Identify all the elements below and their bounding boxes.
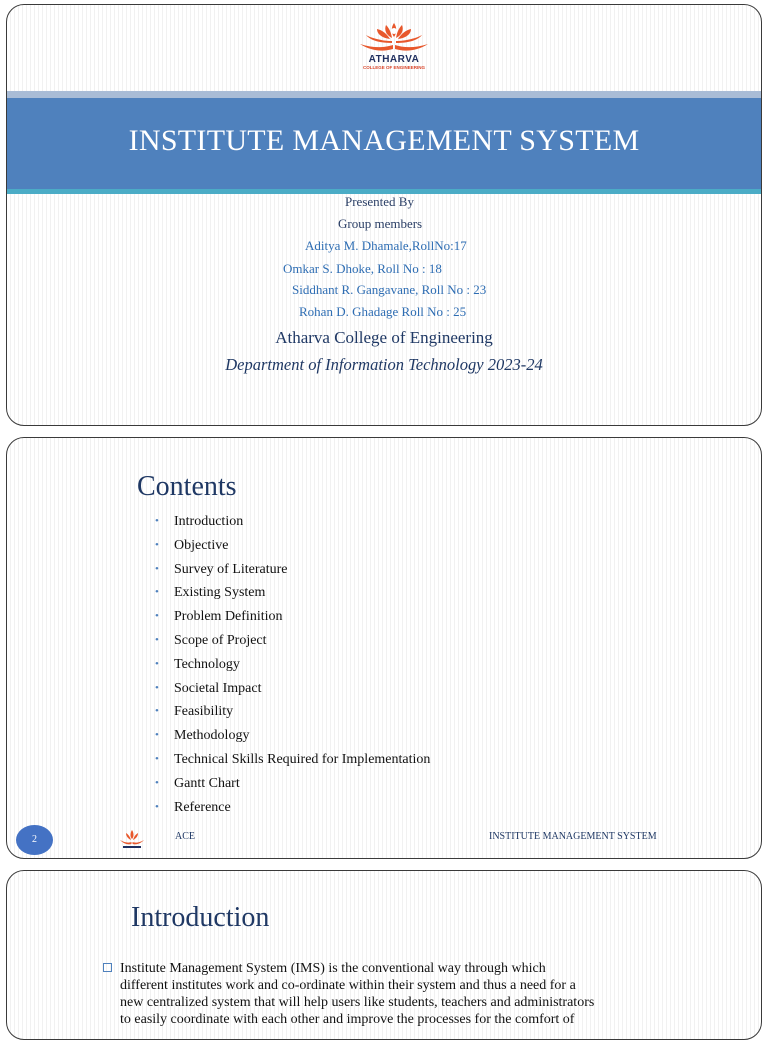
contents-slide [6, 437, 762, 859]
list-item: • Scope of Project [155, 632, 267, 648]
slide-title: INSTITUTE MANAGEMENT SYSTEM [128, 124, 640, 157]
introduction-paragraph [103, 960, 703, 1028]
list-item: • Reference [155, 799, 231, 815]
list-item: • Objective [155, 537, 229, 553]
logo-name: ATHARVA [368, 54, 420, 65]
bullet-icon: • [155, 538, 159, 551]
list-item: • Societal Impact [155, 680, 262, 696]
list-item: • Introduction [155, 514, 244, 529]
member-1: Aditya M. Dhamale,RollNo:17 [305, 238, 467, 253]
member-3: Siddhant R. Gangavane, Roll No : 23 [292, 282, 487, 297]
page-number-badge: 2 [16, 825, 53, 855]
list-item: • Feasibility [155, 704, 234, 720]
introduction-slide [6, 870, 762, 1040]
footer-logo-icon [117, 828, 147, 852]
checkbox-bullet-icon [103, 963, 112, 972]
list-item: • Survey of Literature [155, 561, 288, 577]
member-4: Rohan D. Ghadage Roll No : 25 [299, 304, 467, 319]
member-2: Omkar S. Dhoke, Roll No : 18 [283, 261, 442, 276]
contents-list [155, 513, 430, 822]
title-band-top [7, 91, 761, 98]
bullet-icon: • [155, 681, 159, 694]
lotus-book-icon [354, 17, 434, 53]
intro-line-4: to easily coordinate with each other and improve the processes for the comfort of [120, 1012, 575, 1027]
bullet-icon: • [155, 800, 159, 813]
intro-line-3: new centralized system that will help users like students, teachers and administrators [120, 995, 595, 1010]
department: Department of Information Technology 2023-24 [225, 355, 543, 374]
list-item: • Technology [155, 656, 240, 672]
list-item: • Gantt Chart [155, 775, 240, 791]
bullet-icon: • [155, 515, 159, 527]
introduction-heading: Introduction [131, 902, 270, 933]
footer-right: INSTITUTE MANAGEMENT SYSTEM [489, 831, 657, 842]
atharva-logo [350, 17, 438, 91]
list-item: • Methodology [155, 728, 250, 744]
contents-heading: Contents [137, 471, 237, 502]
bullet-icon: • [155, 586, 159, 599]
intro-line-1: Institute Management System (IMS) is the conventional way through which [120, 961, 546, 976]
bullet-icon: • [155, 633, 159, 646]
group-members-label: Group members [338, 216, 423, 231]
bullet-icon: • [155, 610, 159, 623]
college-name: Atharva College of Engineering [275, 328, 493, 347]
bullet-icon: • [155, 729, 159, 742]
bullet-icon: • [155, 705, 159, 718]
title-slide [6, 4, 762, 426]
bullet-icon: • [155, 752, 159, 765]
bullet-icon: • [155, 657, 159, 670]
intro-line-2: different institutes work and co-ordinate within their system and thus a need for a [120, 978, 576, 993]
presented-by: Presented By [345, 194, 414, 209]
footer-left: ACE [175, 831, 195, 842]
logo-subtitle: COLLEGE OF ENGINEERING [362, 65, 425, 70]
bullet-icon: • [155, 776, 159, 789]
list-item: • Technical Skills Required for Implementation [155, 751, 431, 767]
bullet-icon: • [155, 562, 159, 575]
list-item: • Existing System [155, 585, 266, 601]
list-item: • Problem Definition [155, 609, 283, 625]
